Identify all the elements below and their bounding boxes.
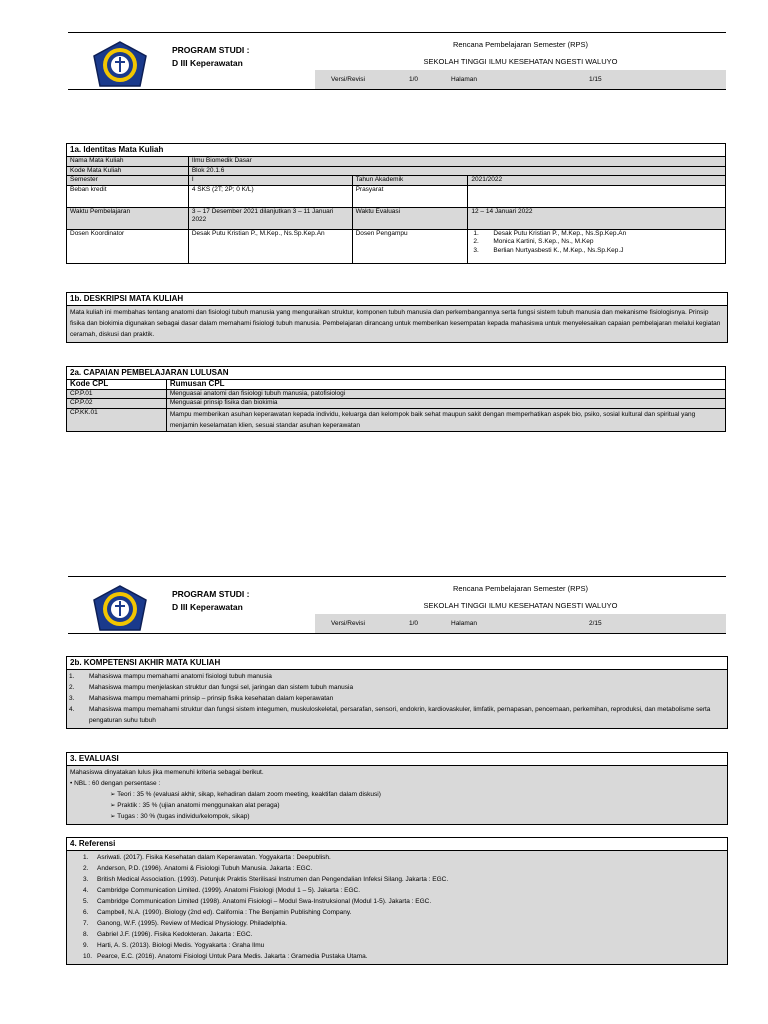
cpl-kode: CP.P.01 <box>67 389 167 399</box>
referensi-title: 4. Referensi <box>67 838 727 851</box>
evaluasi-bullet: • NBL : 60 dengan persentase : <box>70 780 161 787</box>
pengampu-item: 3. Berlian Nurtyasbesti K., M.Kep., Ns.Sp.Kep.J <box>473 246 624 254</box>
institution-logo-icon <box>90 584 150 638</box>
waktu-label: Waktu Pembelajaran <box>67 207 189 229</box>
list-item: 2. Mahasiswa mampu menjelaskan struktur dan fungsi sel, jaringan dan sistem tubuh manusia <box>69 684 354 691</box>
identitas-title: 1a. Identitas Mata Kuliah <box>67 144 726 157</box>
cpl-kode: CP.P.02 <box>67 399 167 409</box>
versi-label: Versi/Revisi <box>331 620 365 627</box>
beban-value: 4 SKS (2T; 2P; 0 K/L) <box>188 185 352 207</box>
page-number: 2/15 <box>589 620 602 627</box>
deskripsi-title: 1b. DESKRIPSI MATA KULIAH <box>67 293 727 306</box>
institution-name: SEKOLAH TINGGI ILMU KESEHATAN NGESTI WALUYO <box>423 57 618 66</box>
cpl-rumusan: Menguasai anatomi dan fisiologi tubuh manusia, patofisiologi <box>166 389 725 399</box>
list-item: 4. Mahasiswa mampu memahami struktur dan fungsi sistem integumen, muskuloskeletal, persarafan, sensori, endokrin, kardiovaskuler, limfatik, pernapasan, pencernaan, perkemihan, reproduksi, dan metabolisme serta pengaturan suhu tubuh <box>69 706 711 724</box>
page2-header <box>68 576 726 634</box>
list-item: 9. Harti, A. S. (2013). Biologi Medis. Yogyakarta : Graha Ilmu <box>83 942 265 949</box>
list-item: 10. Pearce, E.C. (2016). Anatomi Fisiologi Untuk Para Medis. Jakarta : Gramedia Pustaka Utama. <box>83 953 368 960</box>
cpl-title: 2a. CAPAIAN PEMBELAJARAN LULUSAN <box>67 367 726 380</box>
kode-label: Kode Mata Kuliah <box>67 166 189 176</box>
doc-title: Rencana Pembelajaran Semester (RPS) <box>452 40 589 49</box>
cpl-rumusan: Mampu memberikan asuhan keperawatan kepada individu, keluarga dan kelompok baik sehat maupun sakit dengan memperhatikan aspek bio, psiko, sosial kultural dan spiritual yang menjamin keselamatan klien, sesuai standar asuhan keperawatan <box>166 408 725 431</box>
versi-value: 1/0 <box>409 76 419 83</box>
pengampu-label: Dosen Pengampu <box>352 229 468 263</box>
referensi-section <box>66 837 728 965</box>
evaluasi-title: 3. EVALUASI <box>67 753 727 766</box>
koordinator-label: Dosen Koordinator <box>67 229 189 263</box>
cpl-col-rumusan: Rumusan CPL <box>166 380 725 390</box>
pengampu-list <box>468 229 726 263</box>
list-item: 6. Campbell, N.A. (1990). Biology (2nd ed). California : The Benjamin Publishing Company. <box>83 909 352 916</box>
program-label: PROGRAM STUDI : <box>172 45 250 55</box>
versi-label: Versi/Revisi <box>331 76 365 83</box>
list-item: 3. British Medical Association. (1993). Petunjuk Praktis Sterilisasi Instrumen dan Pengendalian Infeksi Silang. Jakarta : EGC. <box>83 876 449 883</box>
nama-value: Ilmu Biomedik Dasar <box>188 157 725 167</box>
table-row <box>67 408 726 431</box>
koordinator-value: Desak Putu Kristian P., M.Kep., Ns.Sp.Kep.An <box>188 229 352 263</box>
waktu-value: 3 – 17 Desember 2021 dilanjutkan 3 – 11 Januari 2022 <box>188 207 352 229</box>
program-label: PROGRAM STUDI : <box>172 589 250 599</box>
cpl-table <box>66 366 726 432</box>
table-row <box>67 399 726 409</box>
list-item: 1. Asriwati. (2017). Fisika Kesehatan dalam Keperawatan. Yogyakarta : Deepublish. <box>83 854 331 861</box>
tahun-value: 2021/2022 <box>468 176 726 186</box>
program-name: D III Keperawatan <box>172 58 243 68</box>
identitas-table <box>66 143 726 264</box>
list-item: 7. Ganong, W.F. (1995). Review of Medical Physiology. Philadelphia. <box>83 920 287 927</box>
evaluasi-sub-item: ➢ Teori : 35 % (evaluasi akhir, sikap, kehadiran dalam zoom meeting, keaktifan dalam diskusi) <box>110 791 381 798</box>
nama-label: Nama Mata Kuliah <box>67 157 189 167</box>
prasyarat-value <box>468 185 726 207</box>
deskripsi-text: Mata kuliah ini membahas tentang anatomi dan fisiologi tubuh manusia yang menguraikan struktur, komponen tubuh manusia dan perkembangannya serta fungsi sistem tubuh manusia dan mekanisme fisiologisnya. Prinsip fisika dan biokimia digunakan sebagai dasar dalam memahami fisiologi tubuh manusia. Pembelajaran dirancang untuk memberikan kesempatan kepada mahasiswa untuk menyelesaikan capaian pembelajaran melalui kegiatan ceramah, diskusi dan praktik. <box>67 306 727 342</box>
institution-name: SEKOLAH TINGGI ILMU KESEHATAN NGESTI WALUYO <box>423 601 618 610</box>
page-number: 1/15 <box>589 76 602 83</box>
kode-value: Blok 20.1.6 <box>188 166 725 176</box>
halaman-label: Halaman <box>451 76 478 83</box>
evaluasi-value: 12 – 14 Januari 2022 <box>468 207 726 229</box>
cpl-kode: CP.KK.01 <box>67 408 167 431</box>
evaluasi-label: Waktu Evaluasi <box>352 207 468 229</box>
prasyarat-label: Prasyarat <box>352 185 468 207</box>
institution-logo-icon <box>90 40 150 94</box>
evaluasi-sub-item: ➢ Praktik : 35 % (ujian anatomi menggunakan alat peraga) <box>110 802 280 809</box>
list-item: 3. Mahasiswa mampu memahami prinsip – prinsip fisika kesehatan dalam keperawatan <box>69 695 334 702</box>
tahun-label: Tahun Akademik <box>352 176 468 186</box>
page1-header <box>68 32 726 90</box>
halaman-label: Halaman <box>451 620 478 627</box>
list-item: 8. Gabriel J.F. (1996). Fisika Kedokteran. Jakarta : EGC. <box>83 931 253 938</box>
evaluasi-sub-item: ➢ Tugas : 30 % (tugas individu/kelompok, sikap) <box>110 813 250 820</box>
versi-value: 1/0 <box>409 620 419 627</box>
kompetensi-title: 2b. KOMPETENSI AKHIR MATA KULIAH <box>67 657 727 670</box>
semester-label: Semester <box>67 176 189 186</box>
cpl-rumusan: Menguasai prinsip fisika dan biokimia <box>166 399 725 409</box>
beban-label: Beban kredit <box>67 185 189 207</box>
table-row <box>67 389 726 399</box>
deskripsi-section <box>66 292 728 343</box>
pengampu-item: 2. Monica Kartini, S.Kep., Ns., M.Kep <box>473 238 594 245</box>
cpl-col-kode: Kode CPL <box>67 380 167 390</box>
semester-value: I <box>188 176 352 186</box>
evaluasi-section <box>66 752 728 825</box>
list-item: 5. Cambridge Communication Limited (1998). Anatomi Fisiologi – Modul Swa-Instruksional (Modul 1-5). Jakarta : EGC. <box>83 898 432 905</box>
evaluasi-intro: Mahasiswa dinyatakan lulus jika memenuhi kriteria sebagai berikut. <box>70 769 264 776</box>
pengampu-item: 1. Desak Putu Kristian P., M.Kep., Ns.Sp.Kep.An <box>473 229 627 237</box>
kompetensi-section <box>66 656 728 729</box>
list-item: 2. Anderson, P.D. (1996). Anatomi & Fisiologi Tubuh Manusia. Jakarta : EGC. <box>83 865 313 872</box>
list-item: 1. Mahasiswa mampu memahami anatomi fisiologi tubuh manusia <box>69 673 272 680</box>
doc-title: Rencana Pembelajaran Semester (RPS) <box>452 584 589 593</box>
program-name: D III Keperawatan <box>172 602 243 612</box>
list-item: 4. Cambridge Communication Limited. (1999). Anatomi Fisiologi (Modul 1 – 5). Jakarta : EGC. <box>83 887 360 894</box>
